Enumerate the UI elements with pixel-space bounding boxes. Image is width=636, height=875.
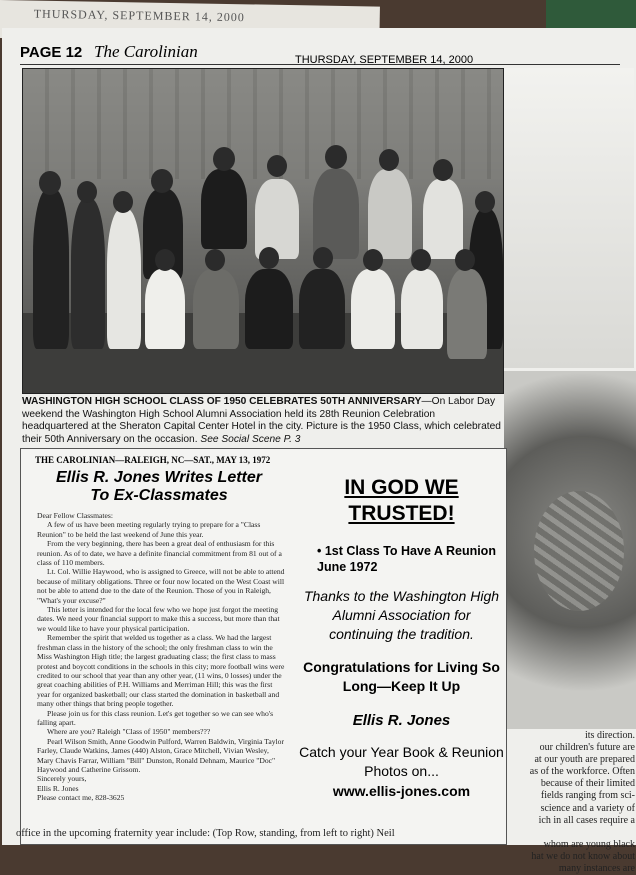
headline-line-1: Ellis R. Jones Writes Letter bbox=[56, 469, 262, 486]
letter-paragraph: Please join us for this class reunion. Let's get together so we can see who's falling apart. bbox=[37, 708, 274, 727]
reunion-clipping bbox=[20, 448, 507, 845]
previous-page-header: THURSDAY, SEPTEMBER 14, 2000 bbox=[33, 6, 245, 25]
letter-paragraph: Lt. Col. Willie Haywood, who is assigned to Greece, will not be able to attend because of military obligations. Three or four now located on the West Coast will not be able to attend due to the date of the Reunion. Those of you in Raleigh, "What's your excuse?" bbox=[37, 567, 285, 605]
contact: Please contact me, 828-3625 bbox=[37, 793, 125, 803]
caption-ref: See Social Scene P. 3 bbox=[200, 433, 301, 445]
ad-title bbox=[299, 475, 504, 527]
ad-title-line-2: TRUSTED! bbox=[348, 502, 455, 525]
ad-title-line-1: IN GOD WE bbox=[344, 476, 459, 499]
side-column-text bbox=[507, 730, 635, 875]
side-line: whom are young black bbox=[543, 838, 635, 850]
issue-date: THURSDAY, SEPTEMBER 14, 2000 bbox=[295, 54, 474, 66]
side-line: its direction. bbox=[585, 730, 635, 741]
letter-body bbox=[37, 511, 287, 803]
salutation: Dear Fellow Classmates: bbox=[37, 511, 113, 520]
bottom-caption-line: office in the upcoming fraternity year include: (Top Row, standing, from left to right) Neil bbox=[16, 828, 395, 839]
caption-body: —On Labor Day weekend the Washington High School Alumni Association held its 28th Reunion Celebration headquartered at the Sheraton Capital Center Hotel in the city. Picture is the 1950 Class, which celebrated their 50th Anniversary on the occasion. bbox=[22, 396, 501, 445]
letter-paragraph: From the very beginning, there has been a great deal of enthusiasm for this reunion. As of to date, we have a definite financial commitment from 81 out of a class of 110 members. bbox=[37, 539, 282, 568]
ad-thanks: Thanks to the Washington High Alumni Association for continuing the tradition. bbox=[303, 588, 500, 642]
letter-paragraph: Remember the spirit that welded us together as a class. We had the largest freshman class in the history of the school; the only freshman class to win the Miss Washington High title; the largest graduating class; the first class to mass protest and boycott conditions in the schools in this city; more football wins were credited to our school that year than any other year, (11 wins, 0 losses) under the great coaching abilities of P.H. Williams and Merriman Hill; this was the first year for organized basketball; our class started the domination in basketball and many other things that bring people together. bbox=[37, 633, 285, 709]
ad-catch: Catch your Year Book & Reunion Photos on... bbox=[299, 744, 504, 779]
cat-photo bbox=[504, 371, 636, 729]
letter-paragraph: This letter is intended for the local few who we hope just forgot the meeting dates. We need your financial support to make this a success, but more than that we would like to have your physical participation. bbox=[37, 605, 280, 633]
ad-congrats: Congratulations for Living So Long—Keep It Up bbox=[303, 659, 500, 694]
side-line: science and a variety of bbox=[540, 802, 635, 814]
side-line: many instances are bbox=[558, 863, 635, 875]
reunion-ad bbox=[299, 449, 504, 844]
caption-lead: WASHINGTON HIGH SCHOOL CLASS OF 1950 CELEBRATES 50TH ANNIVERSARY bbox=[22, 396, 422, 407]
newspaper-page bbox=[2, 28, 636, 875]
ad-bullet: • 1st Class To Have A Reunion June 1972 bbox=[317, 544, 496, 574]
ad-url: www.ellis-jones.com bbox=[332, 783, 471, 799]
ad-name: Ellis R. Jones bbox=[352, 712, 451, 729]
letter-paragraph: A few of us have been meeting regularly trying to prepare for a "Class Reunion" to be held the last weekend of June this year. bbox=[37, 520, 261, 539]
clipping-headline bbox=[25, 469, 293, 505]
class-group-photo bbox=[22, 68, 504, 394]
side-line: at our youth are prepared bbox=[534, 754, 635, 766]
side-line: because of their limited bbox=[540, 778, 635, 790]
side-line: our children's future are bbox=[539, 742, 635, 754]
side-line: ich in all cases require a bbox=[538, 814, 635, 826]
adjacent-photo bbox=[504, 68, 634, 368]
closing: Sincerely yours, bbox=[37, 774, 87, 784]
letter-paragraph: Where are you? Raleigh "Class of 1950" members??? bbox=[47, 727, 211, 737]
side-line: as of the workforce. Often bbox=[529, 766, 635, 778]
side-line: hat we do not know about bbox=[531, 850, 635, 862]
clipping-source: THE CAROLINIAN—RALEIGH, NC—SAT., MAY 13, 1972 bbox=[35, 455, 271, 465]
side-line: fields ranging from sci- bbox=[540, 790, 635, 802]
page-number: PAGE 12 bbox=[20, 44, 83, 61]
photo-caption bbox=[22, 396, 502, 446]
headline-line-2: To Ex-Classmates bbox=[90, 487, 228, 504]
letter-paragraph: Pearl Wilson Smith, Anne Goodwin Pulford, Warren Baldwin, Virginia Taylor Farley, Claude Watkins, James (440) Alston, Grace Mitchell, Vivian Wesley, Mary Chavis Farrar, William "Bill" Dunston, Ronald Dehnam, Maurice "Doc" Haywood and Catherine Grissom. bbox=[37, 736, 284, 774]
signature: Ellis R. Jones bbox=[37, 783, 79, 793]
paper-name: The Carolinian bbox=[94, 42, 198, 61]
letter-column bbox=[25, 449, 293, 844]
